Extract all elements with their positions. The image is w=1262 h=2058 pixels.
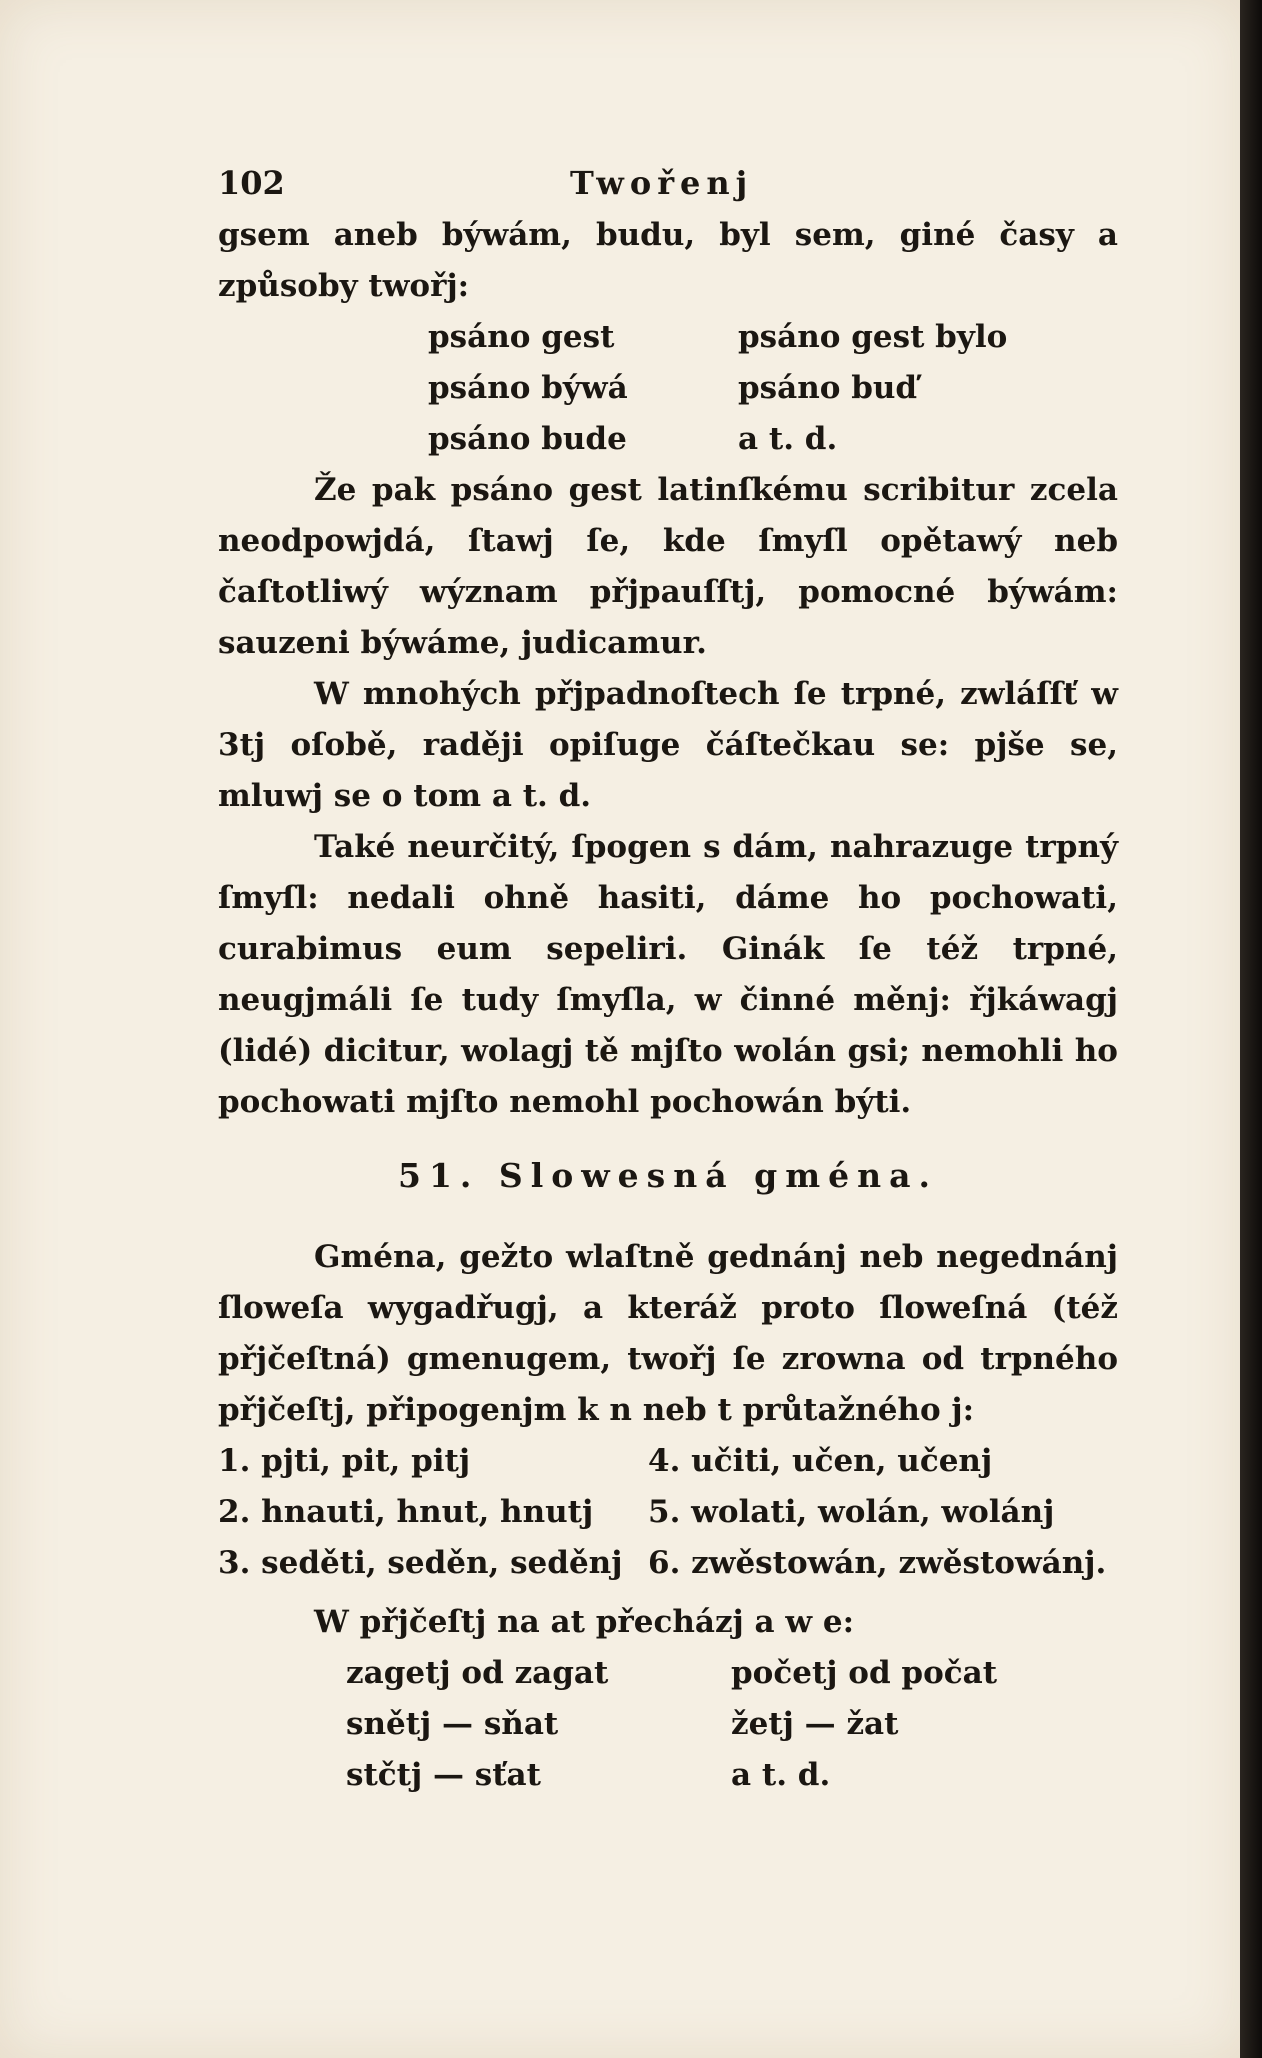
list-item: 4. učiti, učen, učenj <box>648 1443 993 1479</box>
table-cell: psáno gest <box>428 319 615 355</box>
list-item: 1. pjti, pit, pitj <box>218 1443 471 1479</box>
paragraph-5: Gména, gežto wlaſtně gednánj neb negednánj ſloweſa wygadřugj, a kteráž proto ſloweſná (též přjčeſtná) gmenugem, twořj ſe zrowna od trpného přjčeſtj, připogenjm k n neb t průtažného j: <box>218 1239 1118 1428</box>
table-pricesti <box>346 1648 1118 1801</box>
list-item: 5. wolati, wolán, wolánj <box>648 1494 1055 1530</box>
page-header <box>218 150 1118 210</box>
table-psano <box>428 312 1118 465</box>
paragraph-6: W přjčeſtj na at přecházj a w e: <box>314 1604 855 1640</box>
table-cell: snětj — sňat <box>346 1706 559 1742</box>
table-cell: psáno býwá <box>428 370 628 406</box>
paragraph-4: Také neurčitý, ſpogen s dám, nahrazuge trpný ſmyſl: nedali ohně hasiti, dáme ho pochowati, curabimus eum sepeliri. Ginák ſe též trpné, neugjmáli ſe tudy ſmyſla, w činné měnj: řjkáwagj (lidé) dicitur, wolagj tě mjſto wolán gsi; nemohli ho pochowati mjſto nemohl pochowán býti. <box>218 829 1118 1120</box>
table-cell: a t. d. <box>738 421 838 457</box>
table-cell: psáno buď <box>738 370 918 406</box>
table-cell: a t. d. <box>731 1757 831 1793</box>
section-title: 51. Slowesná gména. <box>398 1156 938 1195</box>
table-cell: psáno gest bylo <box>738 319 1008 355</box>
book-edge-shadow <box>1240 0 1262 2058</box>
paragraph-1: gsem aneb býwám, budu, byl sem, giné časy a způsoby twořj: <box>218 217 1118 304</box>
table-cell: stčtj — sťat <box>346 1757 541 1793</box>
paragraph-3: W mnohých přjpadnoſtech ſe trpné, zwláſſť w 3tj oſobě, raději opiſuge čáſtečkau se: pjše se, mluwj se o tom a t. d. <box>218 676 1118 814</box>
page-number: 102 <box>218 164 285 202</box>
list-item: 2. hnauti, hnut, hnutj <box>218 1494 594 1530</box>
list-item: 3. seděti, seděn, seděnj <box>218 1545 623 1581</box>
list-item: 6. zwěstowán, zwěstowánj. <box>648 1545 1107 1581</box>
page-content <box>218 150 1118 1801</box>
numbered-list <box>218 1436 1118 1589</box>
table-cell: psáno bude <box>428 421 627 457</box>
paragraph-2: Že pak psáno gest latinſkému scribitur zcela neodpowjdá, ſtawj ſe, kde ſmyſl opětawý neb čaſtotliwý wýznam přjpauſſtj, pomocné býwám: sauzeni býwáme, judicamur. <box>218 472 1118 661</box>
table-cell: početj od počat <box>731 1655 998 1691</box>
table-cell: zagetj od zagat <box>346 1655 609 1691</box>
table-cell: žetj — žat <box>731 1706 899 1742</box>
running-head: Twořenj <box>570 164 754 202</box>
